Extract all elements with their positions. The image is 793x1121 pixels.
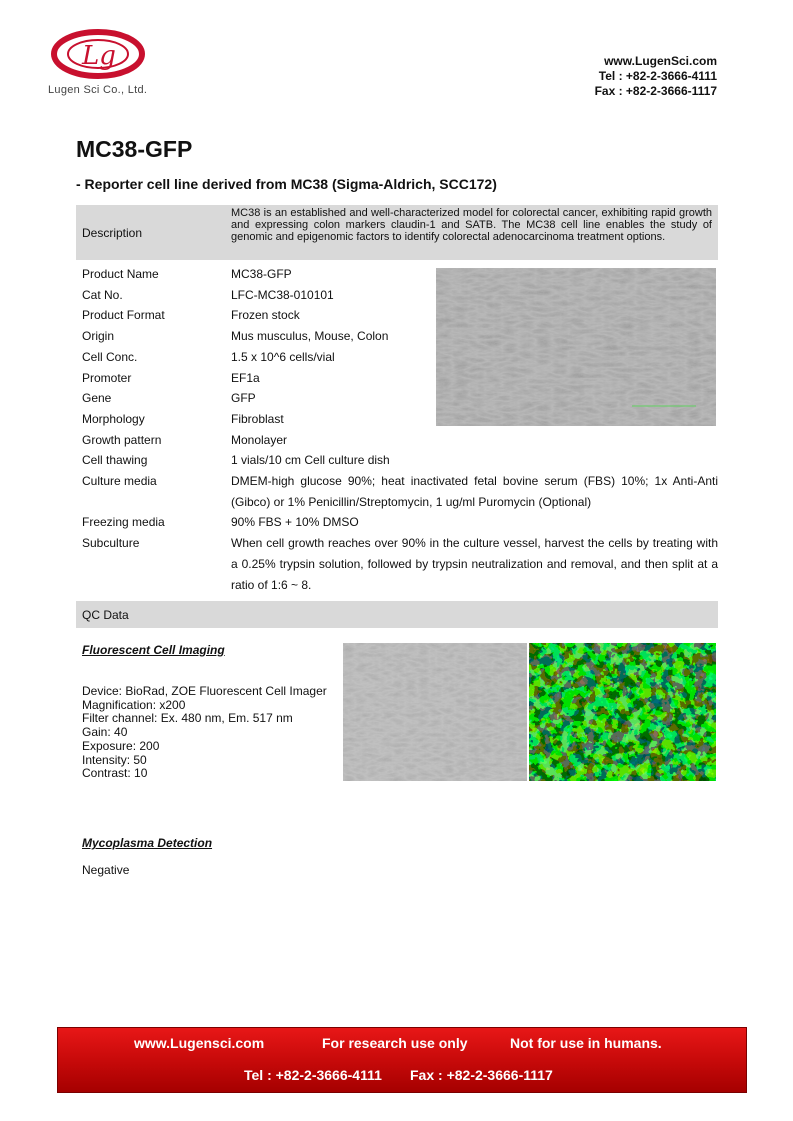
footer-tel: Tel : +82-2-3666-4111 bbox=[244, 1067, 382, 1083]
property-value: MC38-GFP bbox=[231, 267, 292, 281]
logo-letters: Lg bbox=[82, 41, 116, 71]
cell-morphology-image bbox=[436, 268, 716, 426]
imaging-detail: Device: BioRad, ZOE Fluorescent Cell Imager bbox=[82, 684, 327, 698]
imaging-heading: Fluorescent Cell Imaging bbox=[82, 643, 225, 657]
property-value: EF1a bbox=[231, 370, 260, 385]
imaging-detail: Intensity: 50 bbox=[82, 752, 147, 767]
property-label: Freezing media bbox=[82, 515, 165, 530]
property-label: Gene bbox=[82, 391, 112, 406]
imaging-detail: Filter channel: Ex. 480 nm, Em. 517 nm bbox=[82, 711, 293, 726]
imaging-detail: Exposure: 200 bbox=[82, 738, 160, 753]
imaging-detail: Gain: 40 bbox=[82, 725, 128, 740]
property-value: 1 vials/10 cm Cell culture dish bbox=[231, 453, 390, 468]
property-label: Cell thawing bbox=[82, 453, 148, 468]
footer-banner bbox=[57, 1027, 747, 1093]
property-value: Mus musculus, Mouse, Colon bbox=[231, 329, 389, 344]
property-value: DMEM-high glucose 90%; heat inactivated fetal bovine serum (FBS) 10%; 1x Anti-Anti (Gibco) or 1% Penicillin/Streptomycin, 1 ug/ml Puromycin (Optional) bbox=[231, 474, 718, 509]
footer-fax: Fax : +82-2-3666-1117 bbox=[410, 1067, 553, 1083]
header-website[interactable]: www.LugenSci.com bbox=[604, 54, 717, 68]
header-fax: Fax : +82-2-3666-1117 bbox=[594, 84, 717, 98]
property-label: Promoter bbox=[82, 370, 132, 385]
property-label: Cat No. bbox=[82, 287, 123, 302]
property-value: GFP bbox=[231, 391, 256, 406]
property-label: Growth pattern bbox=[82, 432, 162, 447]
property-value: 1.5 x 10^6 cells/vial bbox=[231, 349, 335, 364]
property-label: Cell Conc. bbox=[82, 349, 138, 364]
property-row bbox=[82, 471, 718, 512]
footer-website[interactable]: www.Lugensci.com bbox=[134, 1035, 265, 1051]
company-name: Lugen Sci Co., Ltd. bbox=[48, 84, 148, 96]
footer-research-note: For research use only bbox=[322, 1035, 468, 1051]
description-bar bbox=[76, 205, 718, 260]
property-label: Subculture bbox=[82, 536, 140, 551]
property-label: Origin bbox=[82, 329, 115, 344]
description-text: MC38 is an established and well-characterized model for colorectal cancer, exhibiting rapid growth and expressing colon markers claudin-1 and SATB. The MC38 cell line enables the study of genomic and epigenomic factors to identify colorectal adenocarcinoma treatment options. bbox=[231, 207, 712, 243]
property-label: Product Format bbox=[82, 308, 165, 323]
mycoplasma-heading: Mycoplasma Detection bbox=[82, 836, 213, 850]
header-tel: Tel : +82-2-3666-4111 bbox=[598, 69, 717, 83]
page-subtitle: - Reporter cell line derived from MC38 (Sigma-Aldrich, SCC172) bbox=[76, 176, 497, 192]
qc-data-label: QC Data bbox=[82, 608, 129, 622]
property-value: When cell growth reaches over 90% in the culture vessel, harvest the cells by treating with a 0.25% trypsin solution, followed by trypsin neutralization and removal, and then split at a ratio of 1:6 ~ 8. bbox=[231, 536, 718, 592]
page-title: MC38-GFP bbox=[76, 136, 193, 162]
brightfield-image bbox=[343, 643, 527, 781]
property-value: Frozen stock bbox=[231, 308, 300, 323]
property-row bbox=[82, 450, 718, 471]
imaging-detail: Contrast: 10 bbox=[82, 766, 148, 781]
footer-human-note: Not for use in humans. bbox=[510, 1035, 662, 1051]
property-value: LFC-MC38-010101 bbox=[231, 287, 334, 302]
property-value: Monolayer bbox=[231, 432, 288, 447]
imaging-details bbox=[82, 685, 327, 781]
mycoplasma-result: Negative bbox=[82, 863, 130, 877]
property-label: Culture media bbox=[82, 474, 157, 489]
gfp-fluorescence-image bbox=[529, 643, 716, 781]
property-label: Morphology bbox=[82, 411, 145, 426]
property-label: Product Name bbox=[82, 267, 159, 281]
description-label: Description bbox=[82, 226, 143, 240]
property-value: 90% FBS + 10% DMSO bbox=[231, 515, 359, 530]
imaging-detail: Magnification: x200 bbox=[82, 697, 186, 712]
qc-data-bar bbox=[76, 601, 718, 628]
property-row bbox=[82, 512, 718, 533]
property-value: Fibroblast bbox=[231, 411, 284, 426]
property-row bbox=[82, 533, 718, 595]
property-row bbox=[82, 430, 718, 451]
header-contact bbox=[595, 54, 717, 99]
